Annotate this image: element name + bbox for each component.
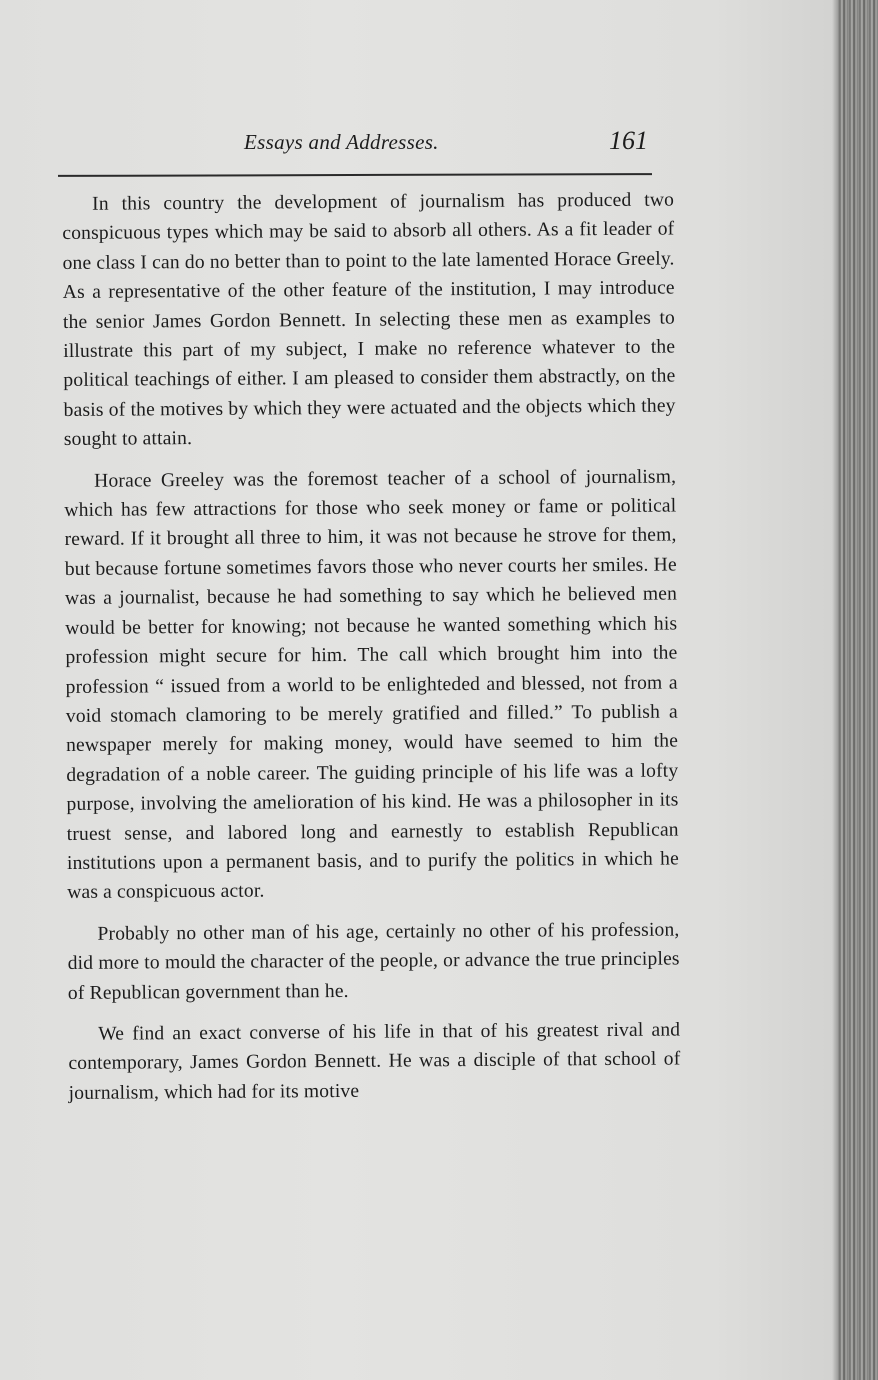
header-rule xyxy=(58,173,652,177)
page-header xyxy=(58,128,652,162)
paragraph-horace-greeley: Horace Greeley was the foremost teacher of a school of journalism, which has few attractions for those who seek money or fame or political reward. If it brought all three to him, it was not because he strove for them, but because fortune sometimes favors those who never courts her smiles. He was a journalist, because he had something to say which he believed men would be better for knowing; not because he wanted something which his profession might secure for him. The call which brought him into the profession “ issued from a world to be enlighteded and blessed, not from a void stomach clamoring to be merely gratified and filled.” To publish a newspaper merely for making money, would have seemed to him the degradation of a noble career. The guiding principle of his life was a lofty purpose, involving the amelioration of his kind. He was a philosopher in its truest sense, and labored long and earnestly to establish Republican institutions upon a permanent basis, and to purify the politics in which he was a conspicuous actor. xyxy=(64,466,679,904)
page-number: 161 xyxy=(609,126,648,155)
book-page-edges xyxy=(838,0,878,1380)
body-text xyxy=(62,186,681,1121)
paragraph-greeley-influence: Probably no other man of his age, certainly no other of his profession, did more to mould the character of the people, or advance the true principles of Republican government than he. xyxy=(67,919,680,1004)
paragraph-journalism-types: In this country the development of journalism has produced two conspicuous types which may be said to absorb all others. As a fit leader of one class I can do no better than to point to the late lamented Horace Greely. As a representative of the other feature of the institution, I may introduce the senior James Gordon Bennett. In selecting these men as examples to illustrate this part of my subject, I make no reference whatever to the political teachings of either. I am pleased to consider them abstractly, on the basis of the motives by which they were actuated and the objects which they sought to attain. xyxy=(62,189,676,451)
paragraph-james-gordon-bennett: We find an exact converse of his life in that of his greatest rival and contemporary, James Gordon Bennett. He was a disciple of that school of journalism, which had for its motive xyxy=(68,1019,681,1104)
running-title: Essays and Addresses. xyxy=(244,130,439,154)
